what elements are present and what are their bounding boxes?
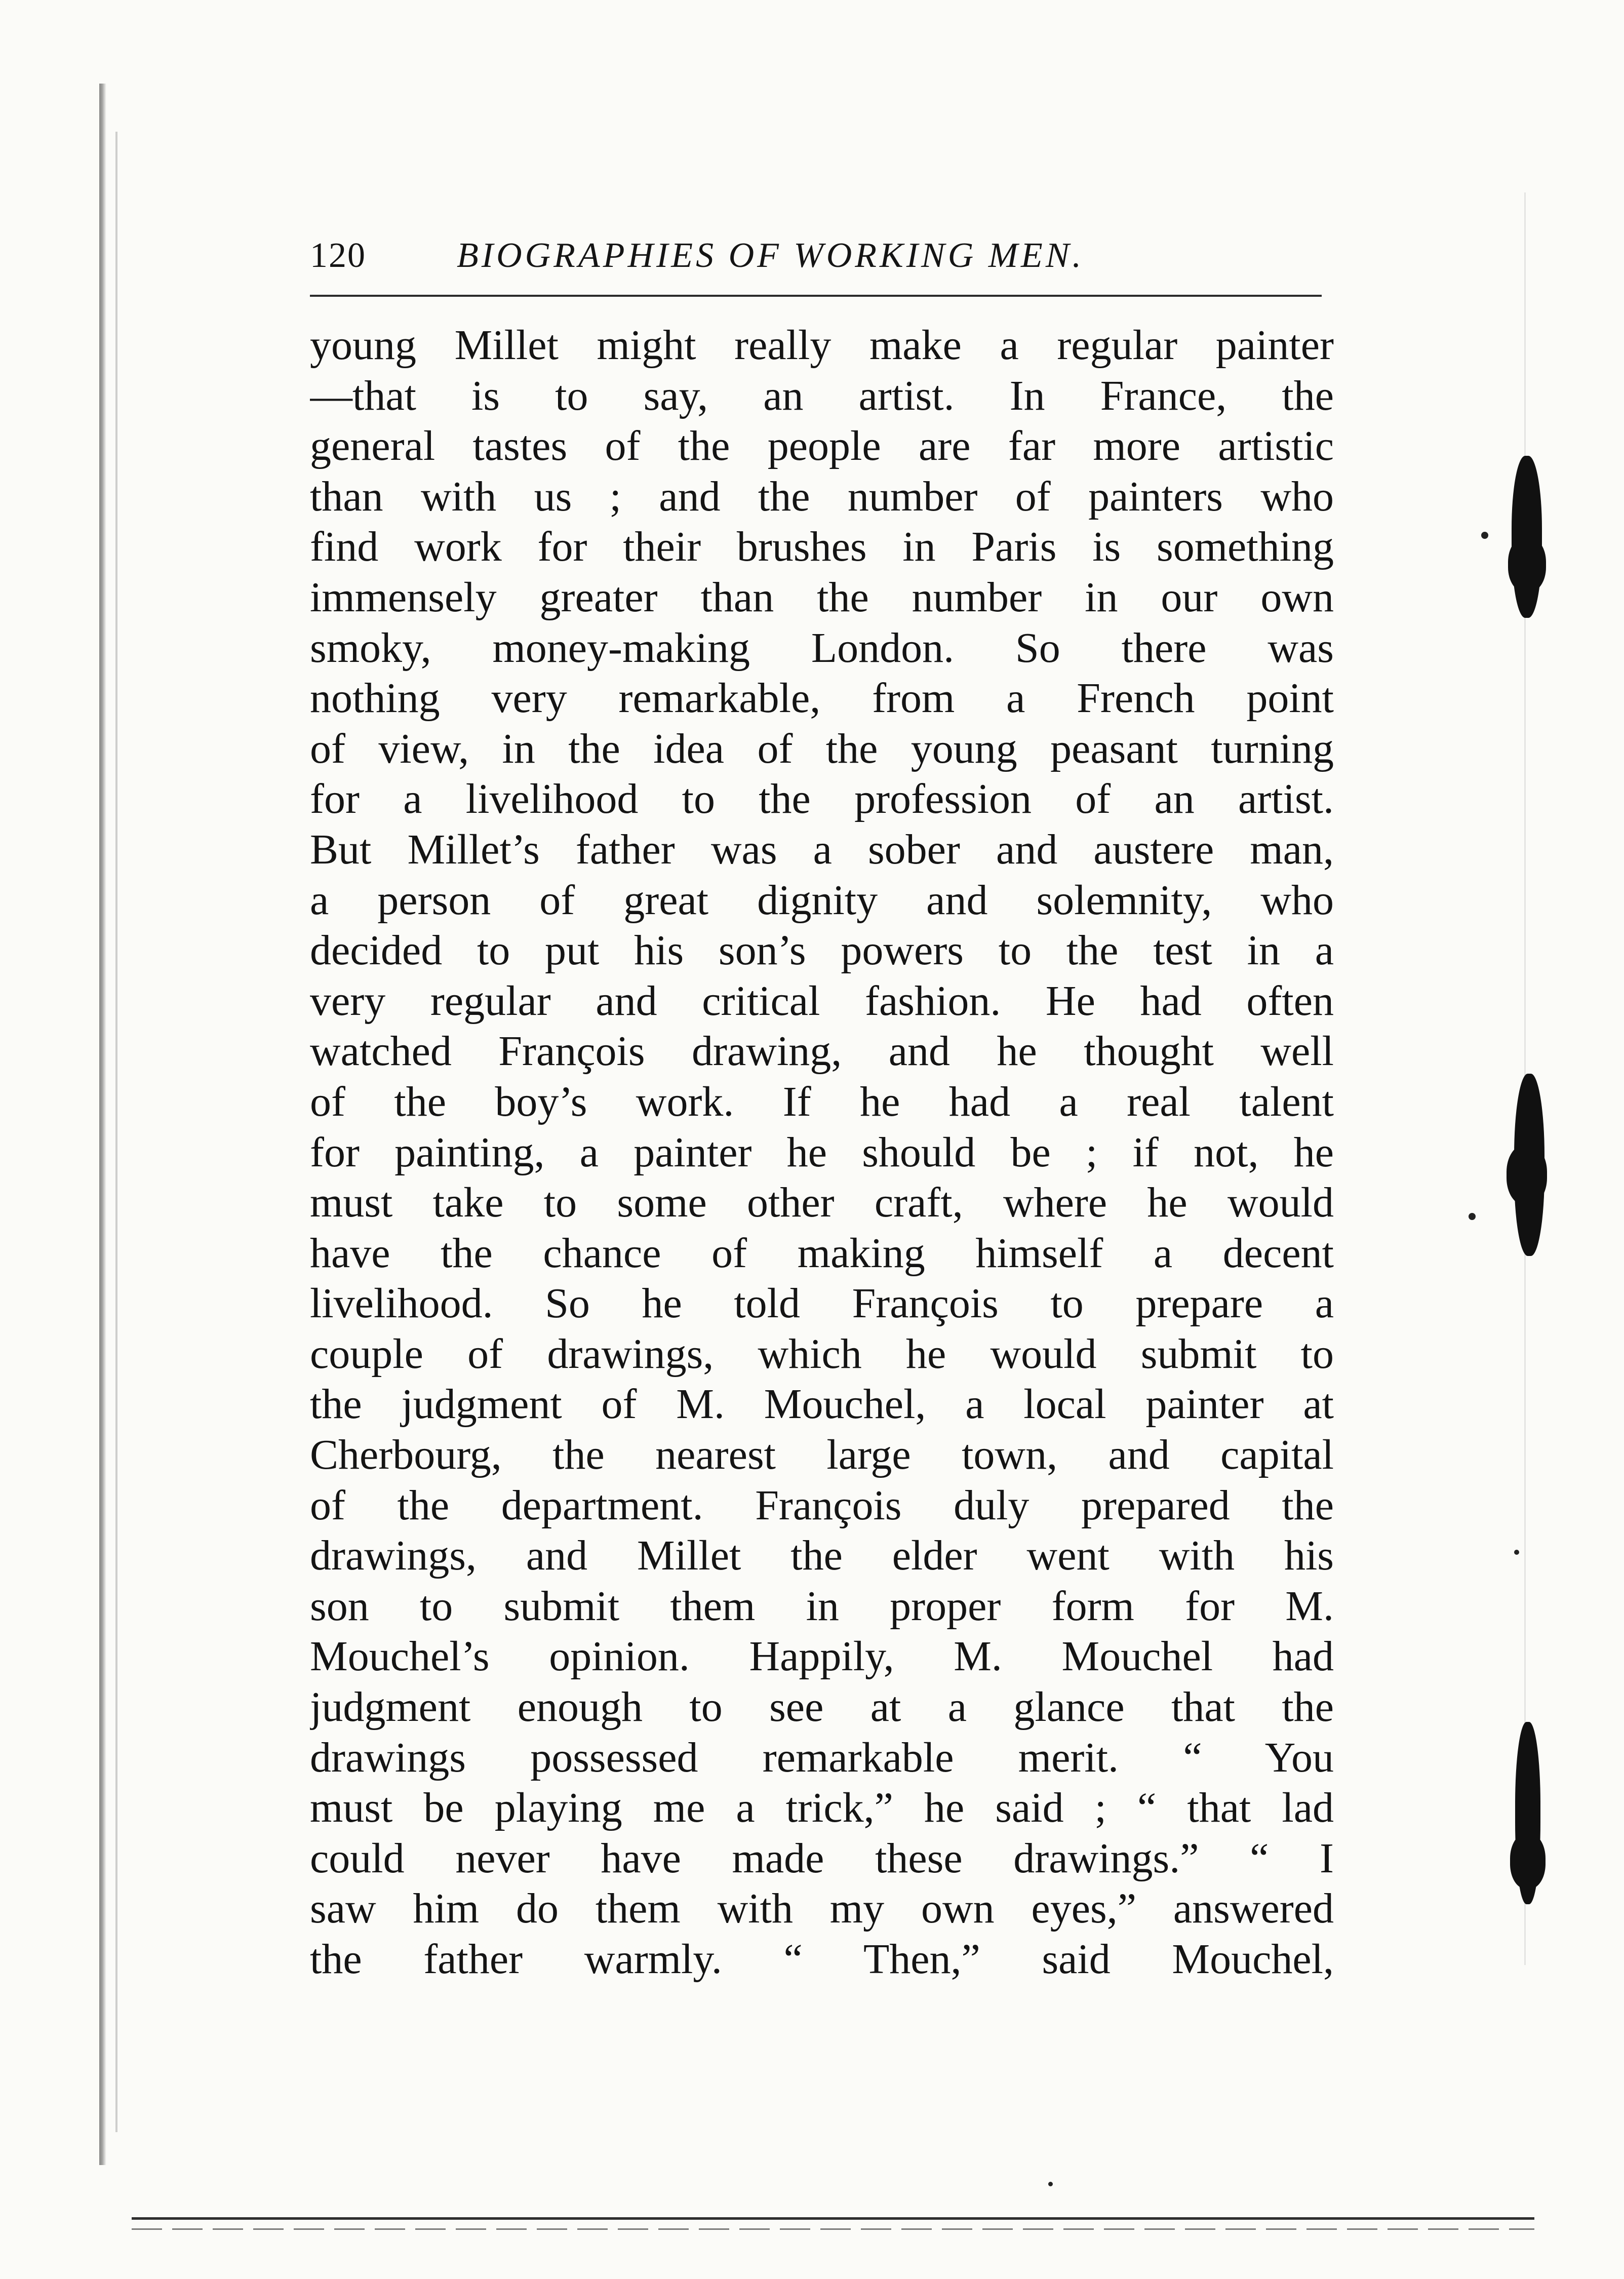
text-line: of view, in the idea of the young peasant turning — [310, 725, 1334, 772]
text-line: nothing very remarkable, from a French point — [310, 675, 1334, 722]
body-text — [310, 320, 1334, 1985]
text-line: saw him do them with my own eyes,” answered — [310, 1885, 1334, 1933]
ink-speck — [1048, 2182, 1053, 2186]
text-line: drawings possessed remarkable merit. “ You — [310, 1734, 1334, 1781]
text-line: the father warmly. “ Then,” said Mouchel, — [310, 1936, 1334, 1983]
text-line: of the boy’s work. If he had a real talent — [310, 1078, 1334, 1125]
text-line: of the department. François duly prepared the — [310, 1481, 1334, 1529]
text-line: general tastes of the people are far more artistic — [310, 422, 1334, 470]
text-line: have the chance of making himself a decent — [310, 1229, 1334, 1277]
running-title: BIOGRAPHIES OF WORKING MEN. — [457, 236, 1085, 275]
text-line: drawings, and Millet the elder went with his — [310, 1532, 1334, 1580]
text-line: smoky, money-making London. So there was — [310, 624, 1334, 672]
text-line: decided to put his son’s powers to the test in a — [310, 927, 1334, 974]
text-line: livelihood. So he told François to prepare a — [310, 1280, 1334, 1327]
text-line: —that is to say, an artist. In France, the — [310, 372, 1334, 419]
text-line: could never have made these drawings.” “ I — [310, 1834, 1334, 1882]
text-line: the judgment of M. Mouchel, a local painter at — [310, 1381, 1334, 1428]
text-line: very regular and critical fashion. He had often — [310, 977, 1334, 1025]
text-line: immensely greater than the number in our own — [310, 573, 1334, 621]
ink-speck — [1514, 1550, 1519, 1555]
text-line: young Millet might really make a regular painter — [310, 322, 1334, 369]
ink-blot — [1507, 1145, 1547, 1205]
text-line: must take to some other craft, where he would — [310, 1179, 1334, 1227]
text-line: But Millet’s father was a sober and austere man, — [310, 826, 1334, 873]
text-line: judgment enough to see at a glance that the — [310, 1683, 1334, 1731]
text-line: than with us ; and the number of painters who — [310, 473, 1334, 520]
footer-dashed-rule — [132, 2228, 1534, 2230]
ink-speck — [1469, 1213, 1476, 1220]
binding-shadow — [99, 84, 106, 2165]
header-rule — [310, 295, 1322, 297]
ink-speck — [1481, 532, 1488, 539]
text-line: for painting, a painter he should be ; if not, he — [310, 1128, 1334, 1176]
binding-line — [115, 132, 117, 2132]
text-line: Mouchel’s opinion. Happily, M. Mouchel had — [310, 1633, 1334, 1680]
ink-blot — [1508, 537, 1546, 593]
text-line: must be playing me a trick,” he said ; “ that lad — [310, 1784, 1334, 1832]
text-line: couple of drawings, which he would submit to — [310, 1330, 1334, 1378]
text-line: Cherbourg, the nearest large town, and capital — [310, 1431, 1334, 1479]
text-line: for a livelihood to the profession of an artist. — [310, 775, 1334, 823]
text-line: son to submit them in proper form for M. — [310, 1582, 1334, 1630]
text-line: a person of great dignity and solemnity, who — [310, 876, 1334, 924]
text-line: find work for their brushes in Paris is something — [310, 523, 1334, 571]
page-number: 120 — [310, 236, 366, 275]
text-line: watched François drawing, and he thought well — [310, 1028, 1334, 1075]
running-head — [310, 230, 1333, 281]
footer-rule — [132, 2217, 1534, 2220]
ink-blot — [1510, 1833, 1546, 1889]
